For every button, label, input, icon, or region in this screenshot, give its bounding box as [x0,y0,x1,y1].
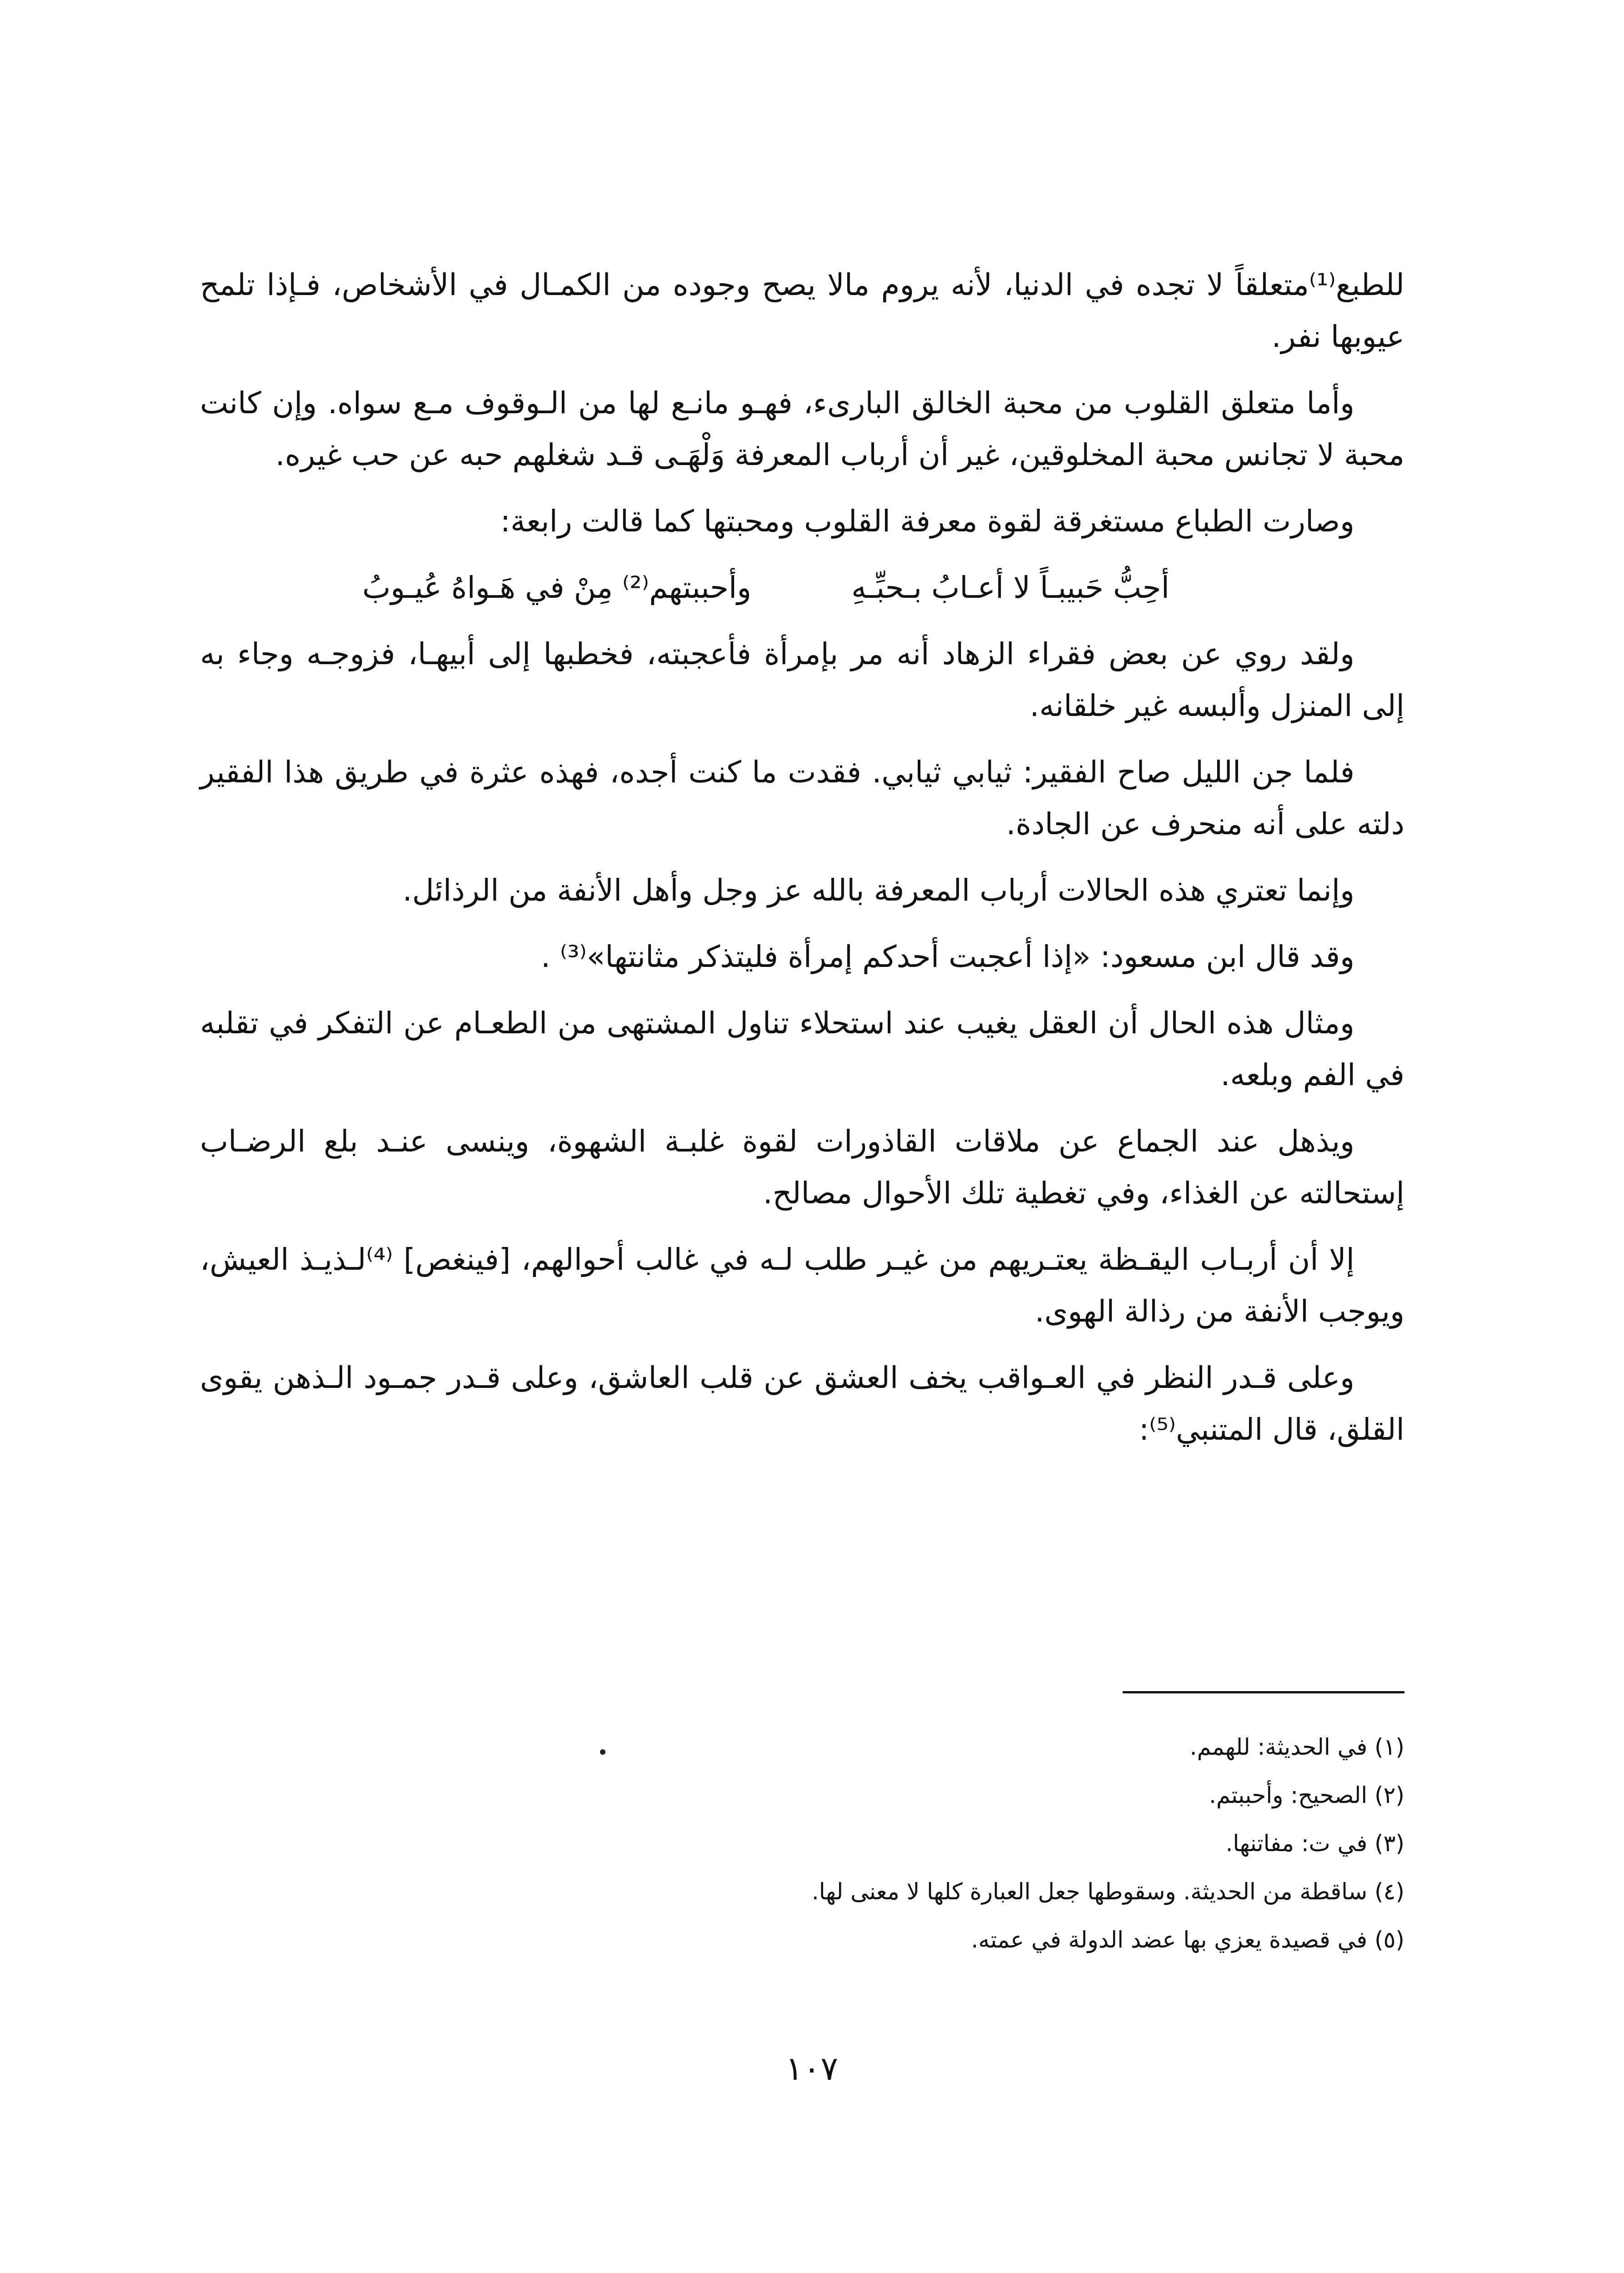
paragraph: وقد قال ابن مسعود: «إذا أعجبت أحدكم إمرأة فليتذكر مثانتها»⁽³⁾ . [540,939,1354,974]
paragraph: وعلى قـدر النظر في العـواقب يخف العشق عن قلب العاشق، وعلى قـدر جمـود الـذهن يقوى القلق، قال المتنبي⁽⁵⁾: [200,1360,1404,1447]
footnote: (٣) في ت: مفاتنها. [1225,1830,1404,1857]
footnote: (٥) في قصيدة يعزي بها عضد الدولة في عمته. [971,1927,1404,1953]
poem-verse [200,562,1404,614]
paragraph: ومثال هذه الحال أن العقل يغيب عند استحلاء تناول المشتهى من الطعـام عن التفكر في تقلبه في الفم وبلعه. [200,1006,1404,1092]
footnote: (٤) ساقطة من الحديثة. وسقوطها جعل العبارة كلها لا معنى لها. [811,1878,1404,1905]
paragraph: فلما جن الليل صاح الفقير: ثيابي ثيابي. فقدت ما كنت أجده، فهذه عثرة في طريق هذا الفقير دلته على أنه منحرف عن الجادة. [200,755,1404,841]
verse-first-hemistich: أحِبُّ حَبيبـاً لا أعـابُ بـحبِّـهِ [851,570,1169,605]
page-number: ١٠٧ [785,2049,838,2088]
footnote: (١) في الحديثة: للهمم. [1189,1734,1404,1760]
verse-second-hemistich: وأحببتهم⁽²⁾ مِنْ في هَـواهُ عُيـوبُ [362,570,752,605]
footnotes [500,1723,1404,1964]
paragraph: إلا أن أربـاب اليقـظة يعتـريهم من غيـر طلب لـه في غالب أحوالهم، [فينغص] ⁽⁴⁾لـذيـذ العيش، ويوجب الأنفة من رذالة الهوى. [200,1242,1404,1329]
footnote: (٢) الصحيح: وأحببتم. [1209,1782,1404,1808]
paragraph: ولقد روي عن بعض فقراء الزهاد أنه مر بإمرأة فأعجبته، فخطبها إلى أبيهـا، فزوجـه وجاء به إلى المنزل وألبسه غير خلقانه. [200,636,1404,723]
paragraph: ويذهل عند الجماع عن ملاقات القاذورات لقوة غلبـة الشهوة، وينسى عنـد بلع الرضـاب إستحالته عن الغذاء، وفي تغطية تلك الأحوال مصالح. [200,1124,1404,1211]
footnote-separator [1123,1691,1404,1693]
main-text [200,259,1404,1470]
paragraph: وصارت الطباع مستغرقة لقوة معرفة القلوب ومحبتها كما قالت رابعة: [500,504,1354,539]
paragraph: وإنما تعتري هذه الحالات أرباب المعرفة بالله عز وجل وأهل الأنفة من الرذائل. [402,873,1354,908]
paragraph: للطبع⁽¹⁾متعلقاً لا تجده في الدنيا، لأنه يروم مالا يصح وجوده من الكمـال في الأشخاص، فـإذا تلمح عيوبها نفر. [200,267,1404,354]
paragraph: وأما متعلق القلوب من محبة الخالق البارىء، فهـو مانـع لها من الـوقوف مـع سواه. وإن كانت محبة لا تجانس محبة المخلوقين، غير أن أرباب المعرفة وَلْهَـى قـد شغلهم حبه عن حب غيره. [200,386,1404,472]
